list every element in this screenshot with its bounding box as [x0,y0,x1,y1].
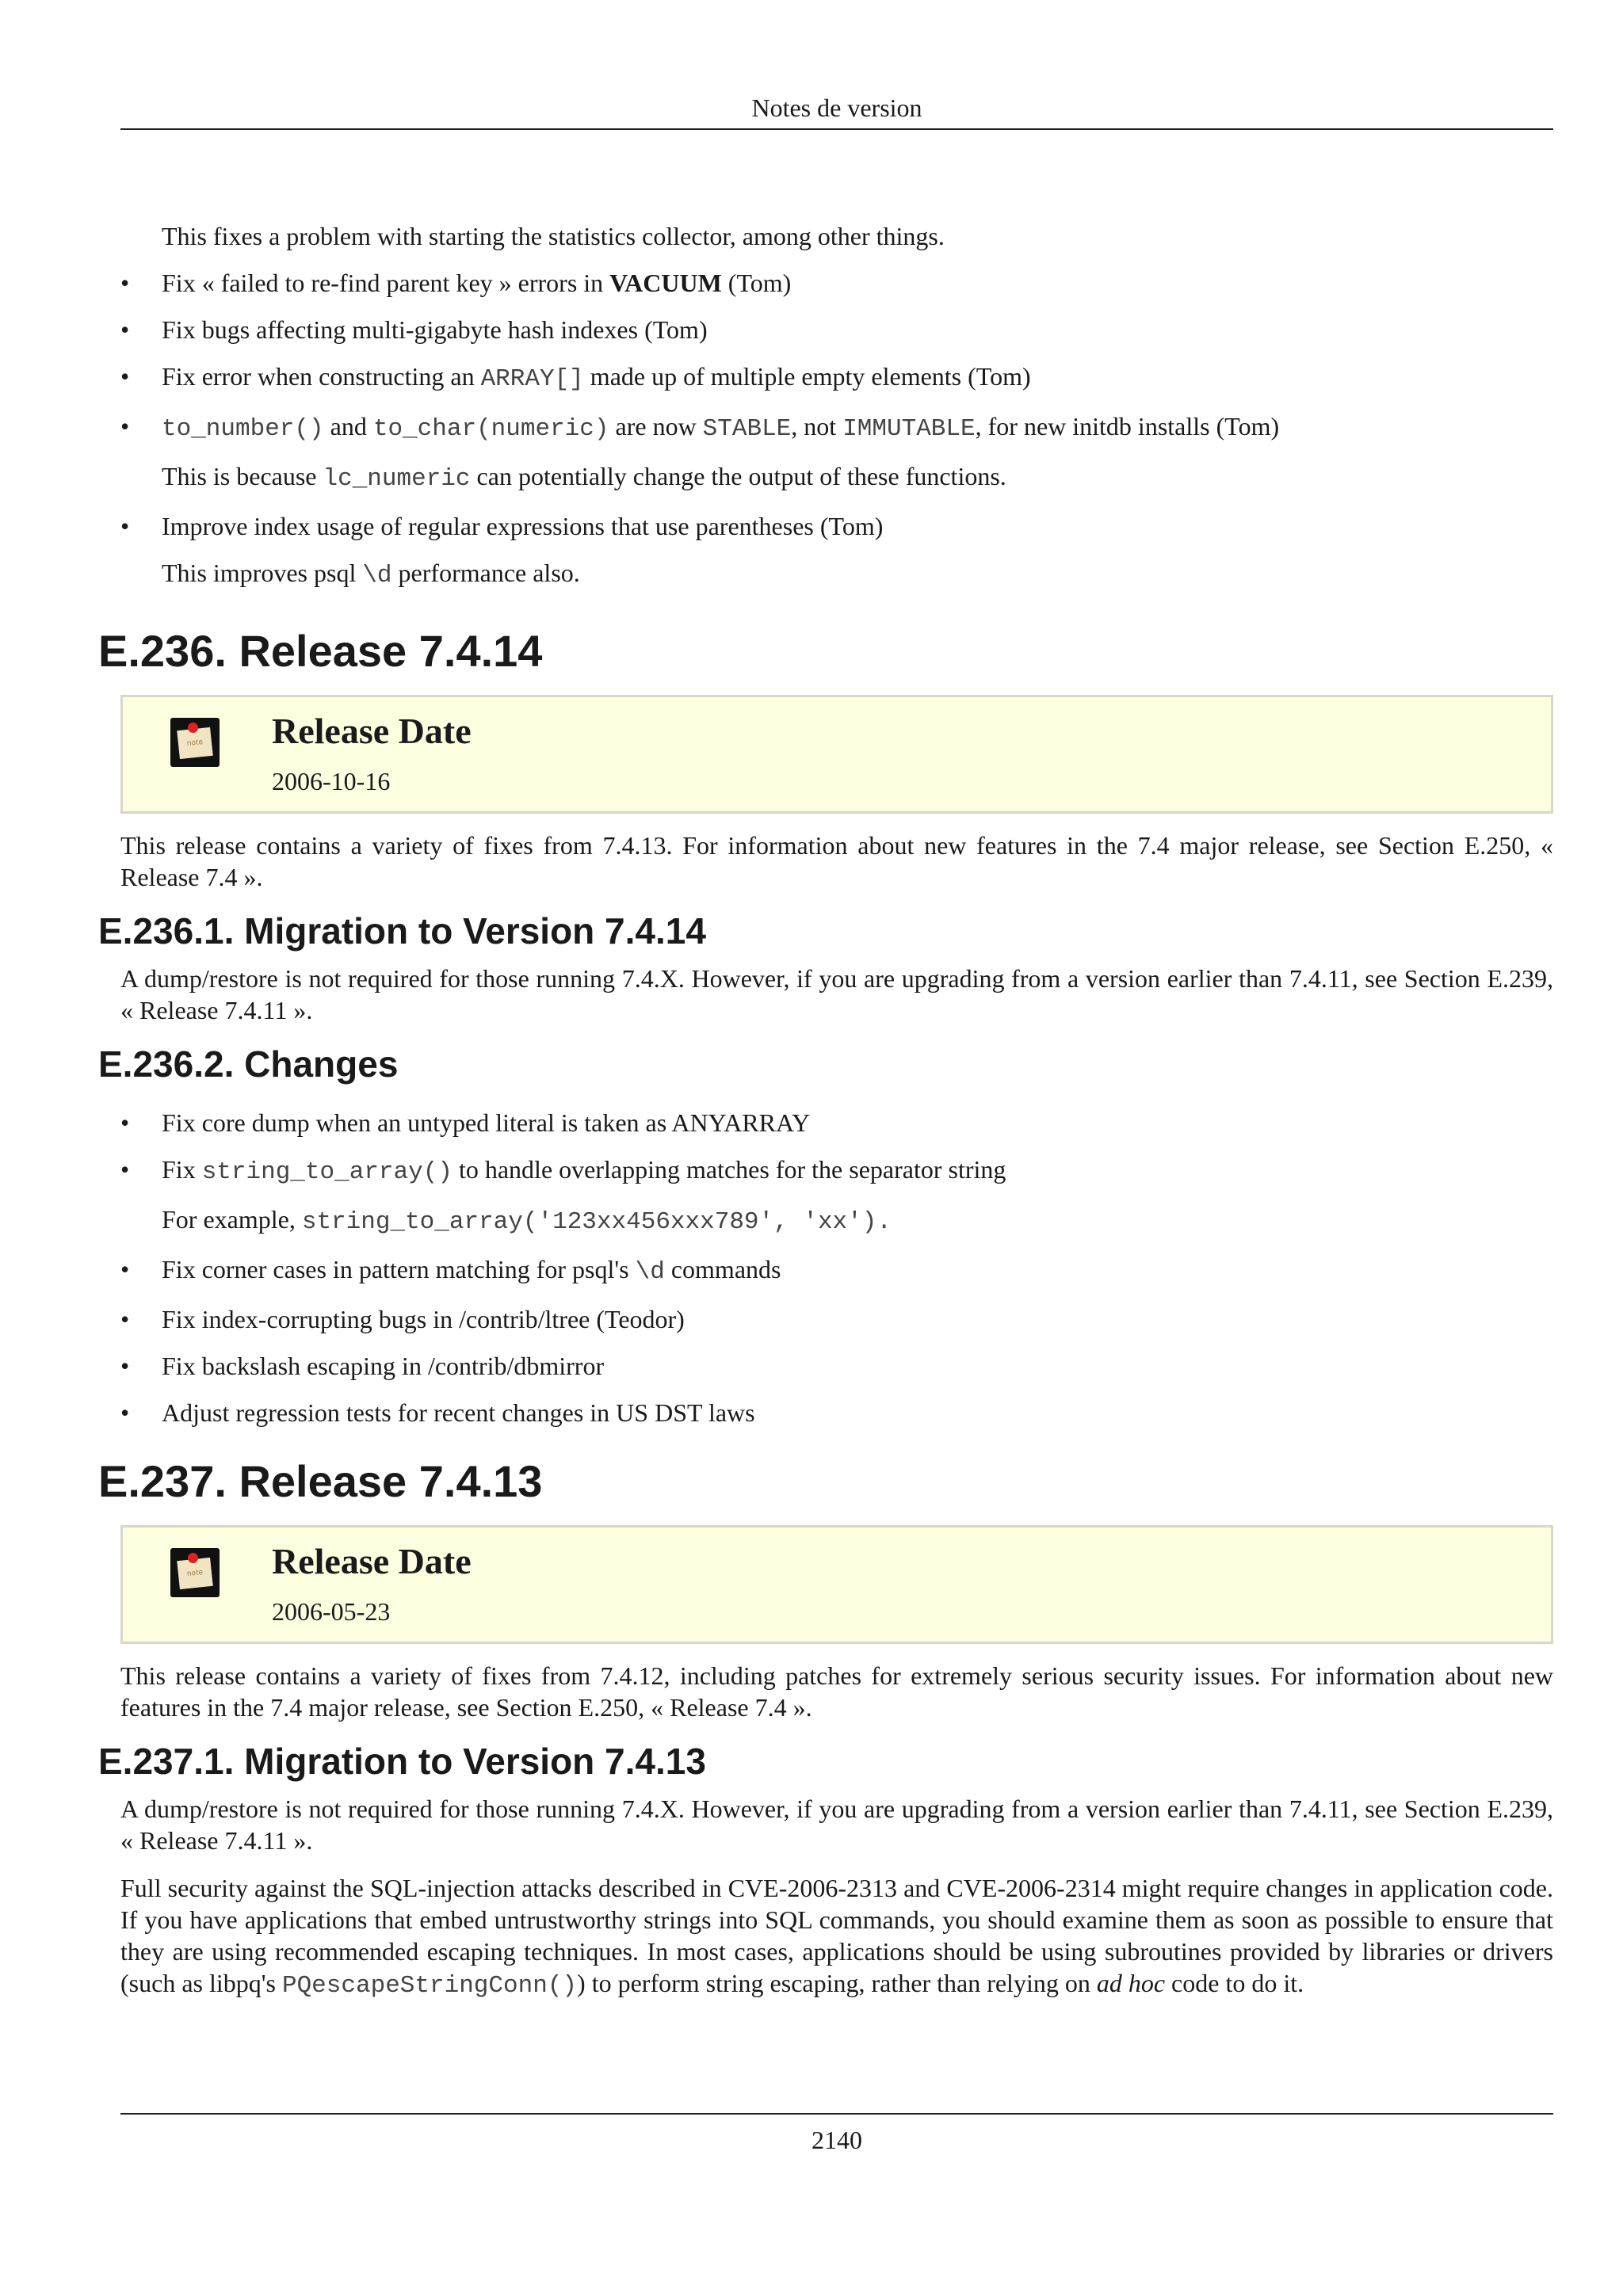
release-intro: This release contains a variety of fixes from 7.4.13. For information about new features in the 7.4 major release, see Section E.250, « Release 7.4 ». [120,831,1553,891]
migration-text: A dump/restore is not required for those running 7.4.X. However, if you are upgrading from a version earlier than 7.4.11, see Section E.239, « Release 7.4.11 ». [120,964,1553,1024]
list-item: • Fix corner cases in pattern matching for psql's \d commands [120,1255,781,1286]
release-date-note [120,695,1553,814]
release-date: 2006-10-16 [272,767,391,795]
list-item: • Adjust regression tests for recent changes in US DST laws [120,1398,755,1427]
intro-continuation: This fixes a problem with starting the statistics collector, among other things. [162,222,945,250]
list-item: • Fix string_to_array() to handle overlapping matches for the separator string For example, string_to_array('123xx456xxx789', 'xx'). [120,1155,1006,1236]
page-number: 2140 [812,2126,862,2154]
changes-list [120,1107,1553,1428]
section-heading-7-4-13: E.237. Release 7.4.13 [98,1456,543,1506]
list-item: • Fix index-corrupting bugs in /contrib/ltree (Teodor) [120,1305,685,1333]
note-title: Release Date [272,1541,472,1581]
release-date-note [120,1525,1553,1644]
note-title: Release Date [272,711,472,751]
page-content [98,220,1553,2002]
list-item: • to_number() and to_char(numeric) are now STABLE, not IMMUTABLE, for new initdb installs (Tom) This is because lc_numeric can potentially change the output of these functions. [120,412,1280,493]
note-icon: note [170,1548,220,1597]
list-item: • Fix « failed to re-find parent key » errors in VACUUM (Tom) [120,269,792,297]
migration-heading: E.236.1. Migration to Version 7.4.14 [98,910,706,952]
release-date: 2006-05-23 [272,1597,391,1626]
intro-list [120,267,1553,592]
changes-heading: E.236.2. Changes [98,1043,399,1085]
migration-text: A dump/restore is not required for those running 7.4.X. However, if you are upgrading from a version earlier than 7.4.11, see Section E.239, « Release 7.4.11 ». [120,1794,1553,1855]
release-intro: This release contains a variety of fixes from 7.4.12, including patches for extremely serious security issues. For information about new features in the 7.4 major release, see Section E.250, « Release 7.4 ». [120,1661,1553,1722]
migration-heading: E.237.1. Migration to Version 7.4.13 [98,1741,706,1782]
security-text: Full security against the SQL-injection attacks described in CVE-2006-2313 and CVE-2006-2314 might require changes in application code. If you have applications that embed untrustworthy strings into SQL commands, you should examine them as soon as possible to ensure that they are using recommended escaping techniques. In most cases, applications should be using subroutines provided by libraries or drivers (such as libpq's PQescapeStringConn()) to perform string escaping, rather than relying on ad hoc code to do it. [120,1874,1553,2000]
list-item: • Fix backslash escaping in /contrib/dbmirror [120,1352,605,1380]
list-item: • Fix core dump when an untyped literal is taken as ANYARRAY [120,1108,811,1137]
note-icon: note [170,718,220,767]
list-item: • Fix bugs affecting multi-gigabyte hash indexes (Tom) [120,315,708,344]
list-item: • Improve index usage of regular expressions that use parentheses (Tom) This improves psql \d performance also. [120,512,884,589]
footer-rule [120,2113,1553,2115]
list-item: • Fix error when constructing an ARRAY[] made up of multiple empty elements (Tom) [120,362,1031,393]
section-heading-7-4-14: E.236. Release 7.4.14 [98,626,543,676]
page-header: Notes de version [751,93,922,122]
header-rule [120,128,1553,130]
